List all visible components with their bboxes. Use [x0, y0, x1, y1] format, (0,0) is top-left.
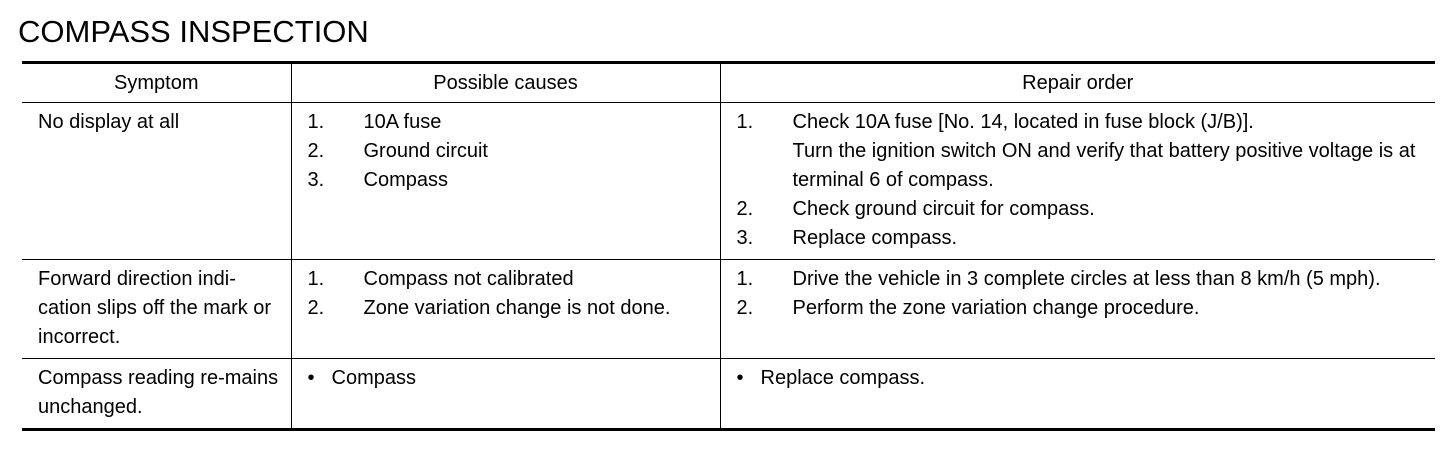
repair-cell [720, 359, 1435, 430]
repair-cell [720, 260, 1435, 359]
table-row [22, 359, 1435, 430]
bullet-icon: • [736, 367, 744, 389]
causes-cell [291, 103, 720, 260]
bullet-icon: • [307, 367, 315, 389]
list-item: 1. Drive the vehicle in 3 complete circles at less than 8 km/h (5 mph). [736, 268, 1381, 290]
table-row [22, 103, 1435, 260]
causes-cell [291, 260, 720, 359]
header-possible-causes: Possible causes [291, 63, 720, 103]
list-item: • Replace compass. [737, 364, 1426, 393]
list-item: • Compass [308, 364, 710, 393]
table-header-row [22, 63, 1435, 103]
list-item: 1. Check 10A fuse [No. 14, located in fuse block (J/B)]. Turn the ignition switch ON and verify that battery positive voltage is at terminal 6 of compass. [736, 111, 1416, 191]
list-item: 2. Check ground circuit for compass. [736, 198, 1095, 220]
causes-cell [291, 359, 720, 430]
list-item: 1. 10A fuse [307, 111, 442, 133]
list-item: 2. Zone variation change is not done. [307, 297, 671, 319]
symptom-cell: Compass reading re-mains unchanged. [22, 359, 291, 430]
list-item: 3. Compass [307, 169, 448, 191]
header-repair-order: Repair order [720, 63, 1435, 103]
list-item: 3. Replace compass. [736, 227, 958, 249]
list-item: 2. Ground circuit [307, 140, 488, 162]
symptom-cell: Forward direction indi-cation slips off the mark or incorrect. [22, 260, 291, 359]
page-title: COMPASS INSPECTION [18, 14, 369, 49]
symptom-cell: No display at all [22, 103, 291, 260]
list-item: 1. Compass not calibrated [307, 268, 574, 290]
repair-cell [720, 103, 1435, 260]
header-symptom: Symptom [22, 63, 291, 103]
table-row [22, 260, 1435, 359]
inspection-table [22, 61, 1435, 431]
list-item: 2. Perform the zone variation change procedure. [736, 297, 1200, 319]
